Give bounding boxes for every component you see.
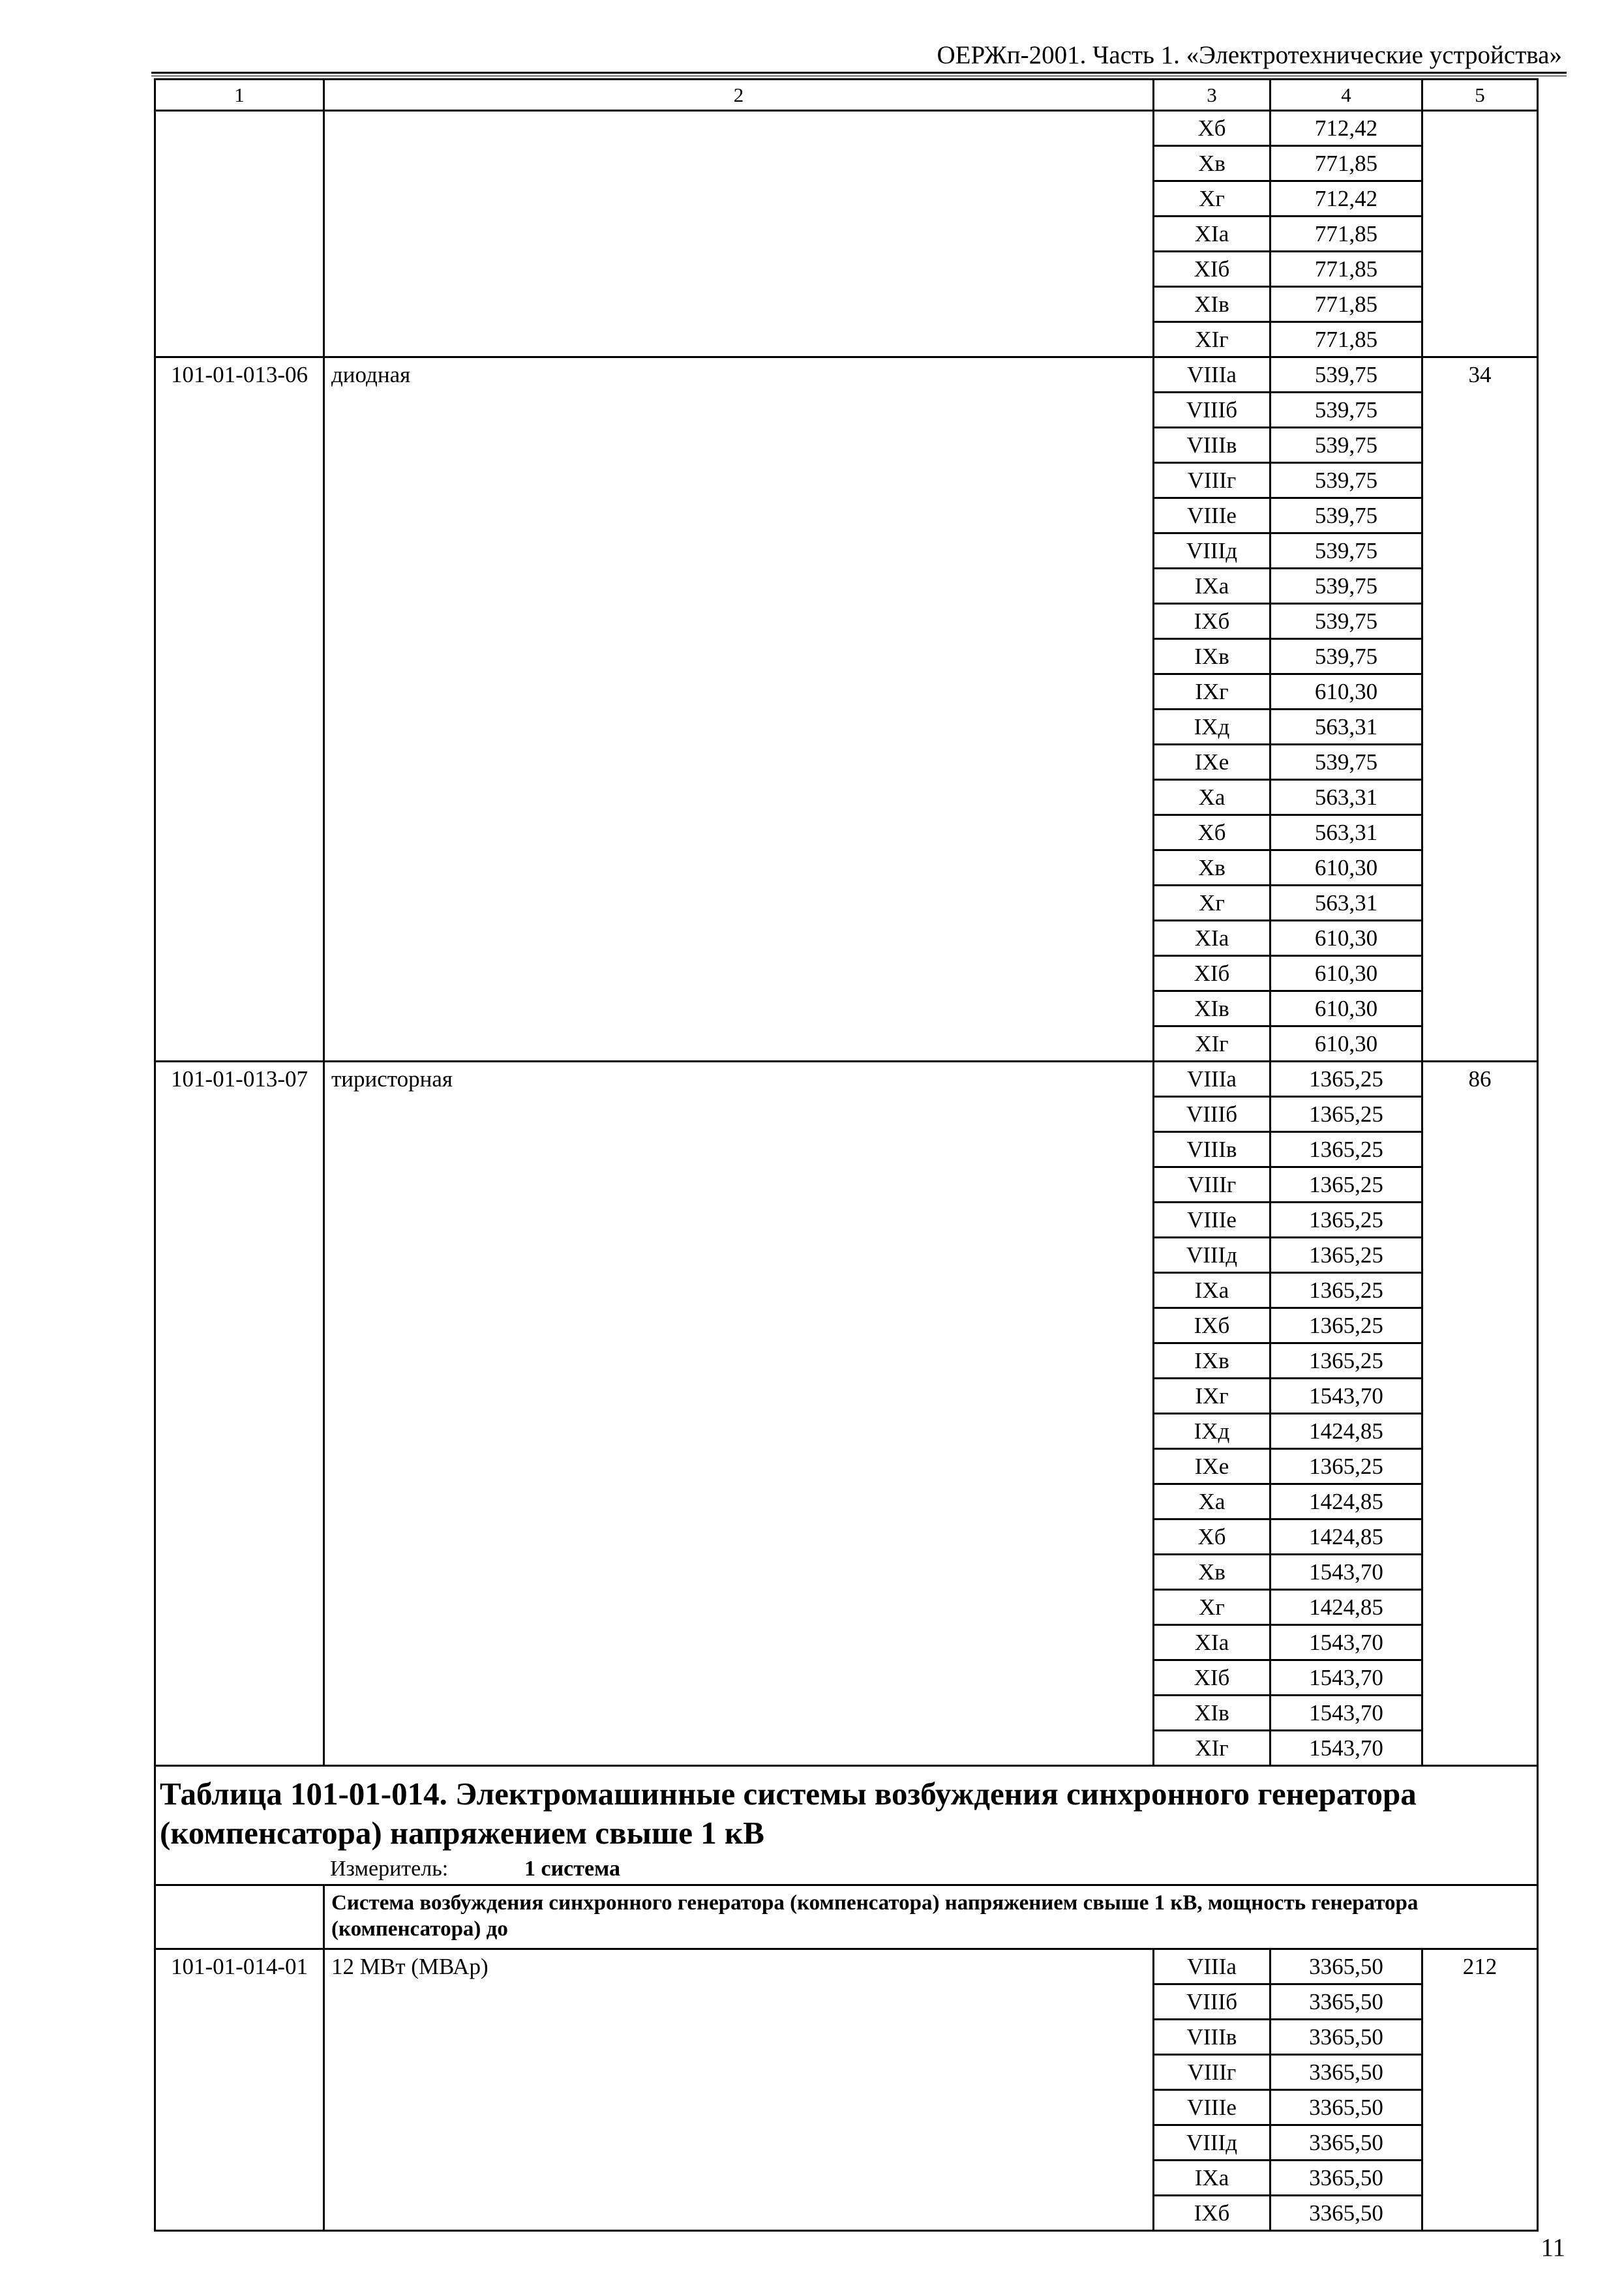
table-title-line-2: (компенсатора) напряжением свыше 1 кВ — [160, 1815, 764, 1851]
value-cell: 539,75 — [1271, 533, 1422, 569]
table-row — [155, 111, 1538, 146]
value-cell: 1424,85 — [1271, 1414, 1422, 1449]
value-cell: 1365,25 — [1271, 1308, 1422, 1343]
value-cell: 1365,25 — [1271, 1238, 1422, 1273]
measure-label: Измеритель: — [330, 1857, 449, 1881]
zone-cell: IXб — [1154, 604, 1271, 639]
value-cell: 1543,70 — [1271, 1625, 1422, 1660]
value-cell: 539,75 — [1271, 745, 1422, 780]
value-cell: 539,75 — [1271, 498, 1422, 533]
zone-cell: Xа — [1154, 780, 1271, 815]
value-cell: 3365,50 — [1271, 1949, 1422, 1984]
zone-cell: XIв — [1154, 287, 1271, 322]
column-number-3: 3 — [1154, 80, 1271, 111]
value-cell: 539,75 — [1271, 463, 1422, 498]
value-cell: 771,85 — [1271, 287, 1422, 322]
zone-cell: VIIIг — [1154, 2055, 1271, 2090]
zone-cell: VIIIе — [1154, 498, 1271, 533]
code-cell: 101-01-014-01 — [155, 1949, 324, 2231]
zone-cell: XIг — [1154, 1731, 1271, 1766]
zone-cell: IXб — [1154, 2196, 1271, 2231]
zone-cell: Xв — [1154, 146, 1271, 181]
zone-cell: Xа — [1154, 1484, 1271, 1519]
value-cell: 1543,70 — [1271, 1379, 1422, 1414]
value-cell: 1365,25 — [1271, 1203, 1422, 1238]
value-cell: 771,85 — [1271, 322, 1422, 357]
table-row — [155, 1949, 1538, 1984]
zone-cell: IXа — [1154, 2161, 1271, 2196]
zone-cell: VIIIа — [1154, 1062, 1271, 1097]
value-cell: 1424,85 — [1271, 1484, 1422, 1519]
zone-cell: XIб — [1154, 956, 1271, 991]
value-cell: 712,42 — [1271, 181, 1422, 217]
value-cell: 1365,25 — [1271, 1097, 1422, 1132]
value-cell: 3365,50 — [1271, 2090, 1422, 2125]
value-cell: 610,30 — [1271, 674, 1422, 710]
zone-cell: XIб — [1154, 1660, 1271, 1696]
zone-cell: VIIIа — [1154, 357, 1271, 393]
zone-cell: Xг — [1154, 1590, 1271, 1625]
value-cell: 3365,50 — [1271, 2125, 1422, 2161]
zone-cell: VIIIб — [1154, 1984, 1271, 2020]
zone-cell: Xб — [1154, 815, 1271, 850]
value-cell: 563,31 — [1271, 710, 1422, 745]
value-cell: 3365,50 — [1271, 2161, 1422, 2196]
zone-cell: VIIIг — [1154, 1167, 1271, 1203]
value-cell: 1365,25 — [1271, 1449, 1422, 1484]
value-cell: 1424,85 — [1271, 1590, 1422, 1625]
name-cell: тиристорная — [324, 1062, 1154, 1766]
zone-cell: IXв — [1154, 1343, 1271, 1379]
value-cell: 1543,70 — [1271, 1555, 1422, 1590]
zone-cell: VIIIб — [1154, 393, 1271, 428]
zone-cell: VIIIе — [1154, 1203, 1271, 1238]
zone-cell: Xв — [1154, 1555, 1271, 1590]
running-header: ОЕРЖп-2001. Часть 1. «Электротехнические устройства» — [937, 41, 1562, 69]
value-cell: 539,75 — [1271, 428, 1422, 463]
value-cell: 1543,70 — [1271, 1696, 1422, 1731]
price-table-body — [155, 80, 1538, 2231]
name-cell — [324, 111, 1154, 357]
value-cell: 1424,85 — [1271, 1519, 1422, 1555]
column-number-row — [155, 80, 1538, 111]
value-cell: 563,31 — [1271, 815, 1422, 850]
zone-cell: XIа — [1154, 217, 1271, 252]
name-cell: 12 МВт (МВАр) — [324, 1949, 1154, 2231]
value-cell: 3365,50 — [1271, 2055, 1422, 2090]
measure-line — [160, 1854, 1533, 1884]
table-title-cell — [155, 1766, 1538, 1885]
zone-cell: VIIIд — [1154, 533, 1271, 569]
column-number-1: 1 — [155, 80, 324, 111]
value-cell: 1365,25 — [1271, 1132, 1422, 1167]
zone-cell: VIIIв — [1154, 428, 1271, 463]
description-row — [155, 1885, 1538, 1949]
value-cell: 712,42 — [1271, 111, 1422, 146]
value-cell: 1365,25 — [1271, 1167, 1422, 1203]
zone-cell: XIб — [1154, 252, 1271, 287]
zone-cell: VIIIг — [1154, 463, 1271, 498]
value-cell: 610,30 — [1271, 921, 1422, 956]
zone-cell: IXа — [1154, 1273, 1271, 1308]
col5-cell — [1422, 111, 1538, 357]
zone-cell: IXв — [1154, 639, 1271, 674]
zone-cell: IXа — [1154, 569, 1271, 604]
table-title-row — [155, 1766, 1538, 1885]
value-cell: 1543,70 — [1271, 1660, 1422, 1696]
zone-cell: VIIIв — [1154, 1132, 1271, 1167]
value-cell: 610,30 — [1271, 956, 1422, 991]
value-cell: 1543,70 — [1271, 1731, 1422, 1766]
zone-cell: IXг — [1154, 1379, 1271, 1414]
col5-cell: 34 — [1422, 357, 1538, 1062]
header-rule — [151, 72, 1567, 74]
value-cell: 539,75 — [1271, 604, 1422, 639]
col5-cell: 212 — [1422, 1949, 1538, 2231]
value-cell: 3365,50 — [1271, 2196, 1422, 2231]
value-cell: 539,75 — [1271, 569, 1422, 604]
zone-cell: IXд — [1154, 710, 1271, 745]
value-cell: 563,31 — [1271, 886, 1422, 921]
value-cell: 1365,25 — [1271, 1273, 1422, 1308]
value-cell: 1365,25 — [1271, 1062, 1422, 1097]
code-cell: 101-01-013-07 — [155, 1062, 324, 1766]
code-cell — [155, 111, 324, 357]
zone-cell: VIIIв — [1154, 2020, 1271, 2055]
name-cell: диодная — [324, 357, 1154, 1062]
zone-cell: Xг — [1154, 886, 1271, 921]
value-cell: 539,75 — [1271, 357, 1422, 393]
page-number: 11 — [1541, 2234, 1565, 2262]
zone-cell: IXд — [1154, 1414, 1271, 1449]
description-cell: Система возбуждения синхронного генератора (компенсатора) напряжением свыше 1 кВ, мощность генератора (компенсатора) до — [324, 1885, 1538, 1949]
zone-cell: Xб — [1154, 1519, 1271, 1555]
code-cell: 101-01-013-06 — [155, 357, 324, 1062]
value-cell: 771,85 — [1271, 217, 1422, 252]
zone-cell: XIа — [1154, 1625, 1271, 1660]
zone-cell: VIIIа — [1154, 1949, 1271, 1984]
value-cell: 610,30 — [1271, 991, 1422, 1026]
zone-cell: IXб — [1154, 1308, 1271, 1343]
column-number-4: 4 — [1271, 80, 1422, 111]
value-cell: 3365,50 — [1271, 1984, 1422, 2020]
zone-cell: Xб — [1154, 111, 1271, 146]
value-cell: 3365,50 — [1271, 2020, 1422, 2055]
col5-cell: 86 — [1422, 1062, 1538, 1766]
code-cell — [155, 1885, 324, 1949]
zone-cell: VIIIе — [1154, 2090, 1271, 2125]
zone-cell: XIв — [1154, 991, 1271, 1026]
zone-cell: XIв — [1154, 1696, 1271, 1731]
zone-cell: Xв — [1154, 850, 1271, 886]
zone-cell: XIг — [1154, 322, 1271, 357]
zone-cell: IXе — [1154, 745, 1271, 780]
price-table — [154, 78, 1539, 2232]
table-row — [155, 1062, 1538, 1097]
zone-cell: VIIIб — [1154, 1097, 1271, 1132]
table-title-line-1: Таблица 101-01-014. Электромашинные системы возбуждения синхронного генератора — [160, 1776, 1417, 1812]
value-cell: 771,85 — [1271, 252, 1422, 287]
value-cell: 610,30 — [1271, 1026, 1422, 1062]
column-number-2: 2 — [324, 80, 1154, 111]
zone-cell: IXг — [1154, 674, 1271, 710]
value-cell: 1365,25 — [1271, 1343, 1422, 1379]
column-number-5: 5 — [1422, 80, 1538, 111]
zone-cell: VIIIд — [1154, 2125, 1271, 2161]
table-row — [155, 357, 1538, 393]
measure-value: 1 система — [524, 1857, 620, 1881]
value-cell: 563,31 — [1271, 780, 1422, 815]
value-cell: 771,85 — [1271, 146, 1422, 181]
value-cell: 539,75 — [1271, 639, 1422, 674]
zone-cell: XIа — [1154, 921, 1271, 956]
value-cell: 539,75 — [1271, 393, 1422, 428]
zone-cell: XIг — [1154, 1026, 1271, 1062]
zone-cell: IXе — [1154, 1449, 1271, 1484]
value-cell: 610,30 — [1271, 850, 1422, 886]
zone-cell: VIIIд — [1154, 1238, 1271, 1273]
zone-cell: Xг — [1154, 181, 1271, 217]
